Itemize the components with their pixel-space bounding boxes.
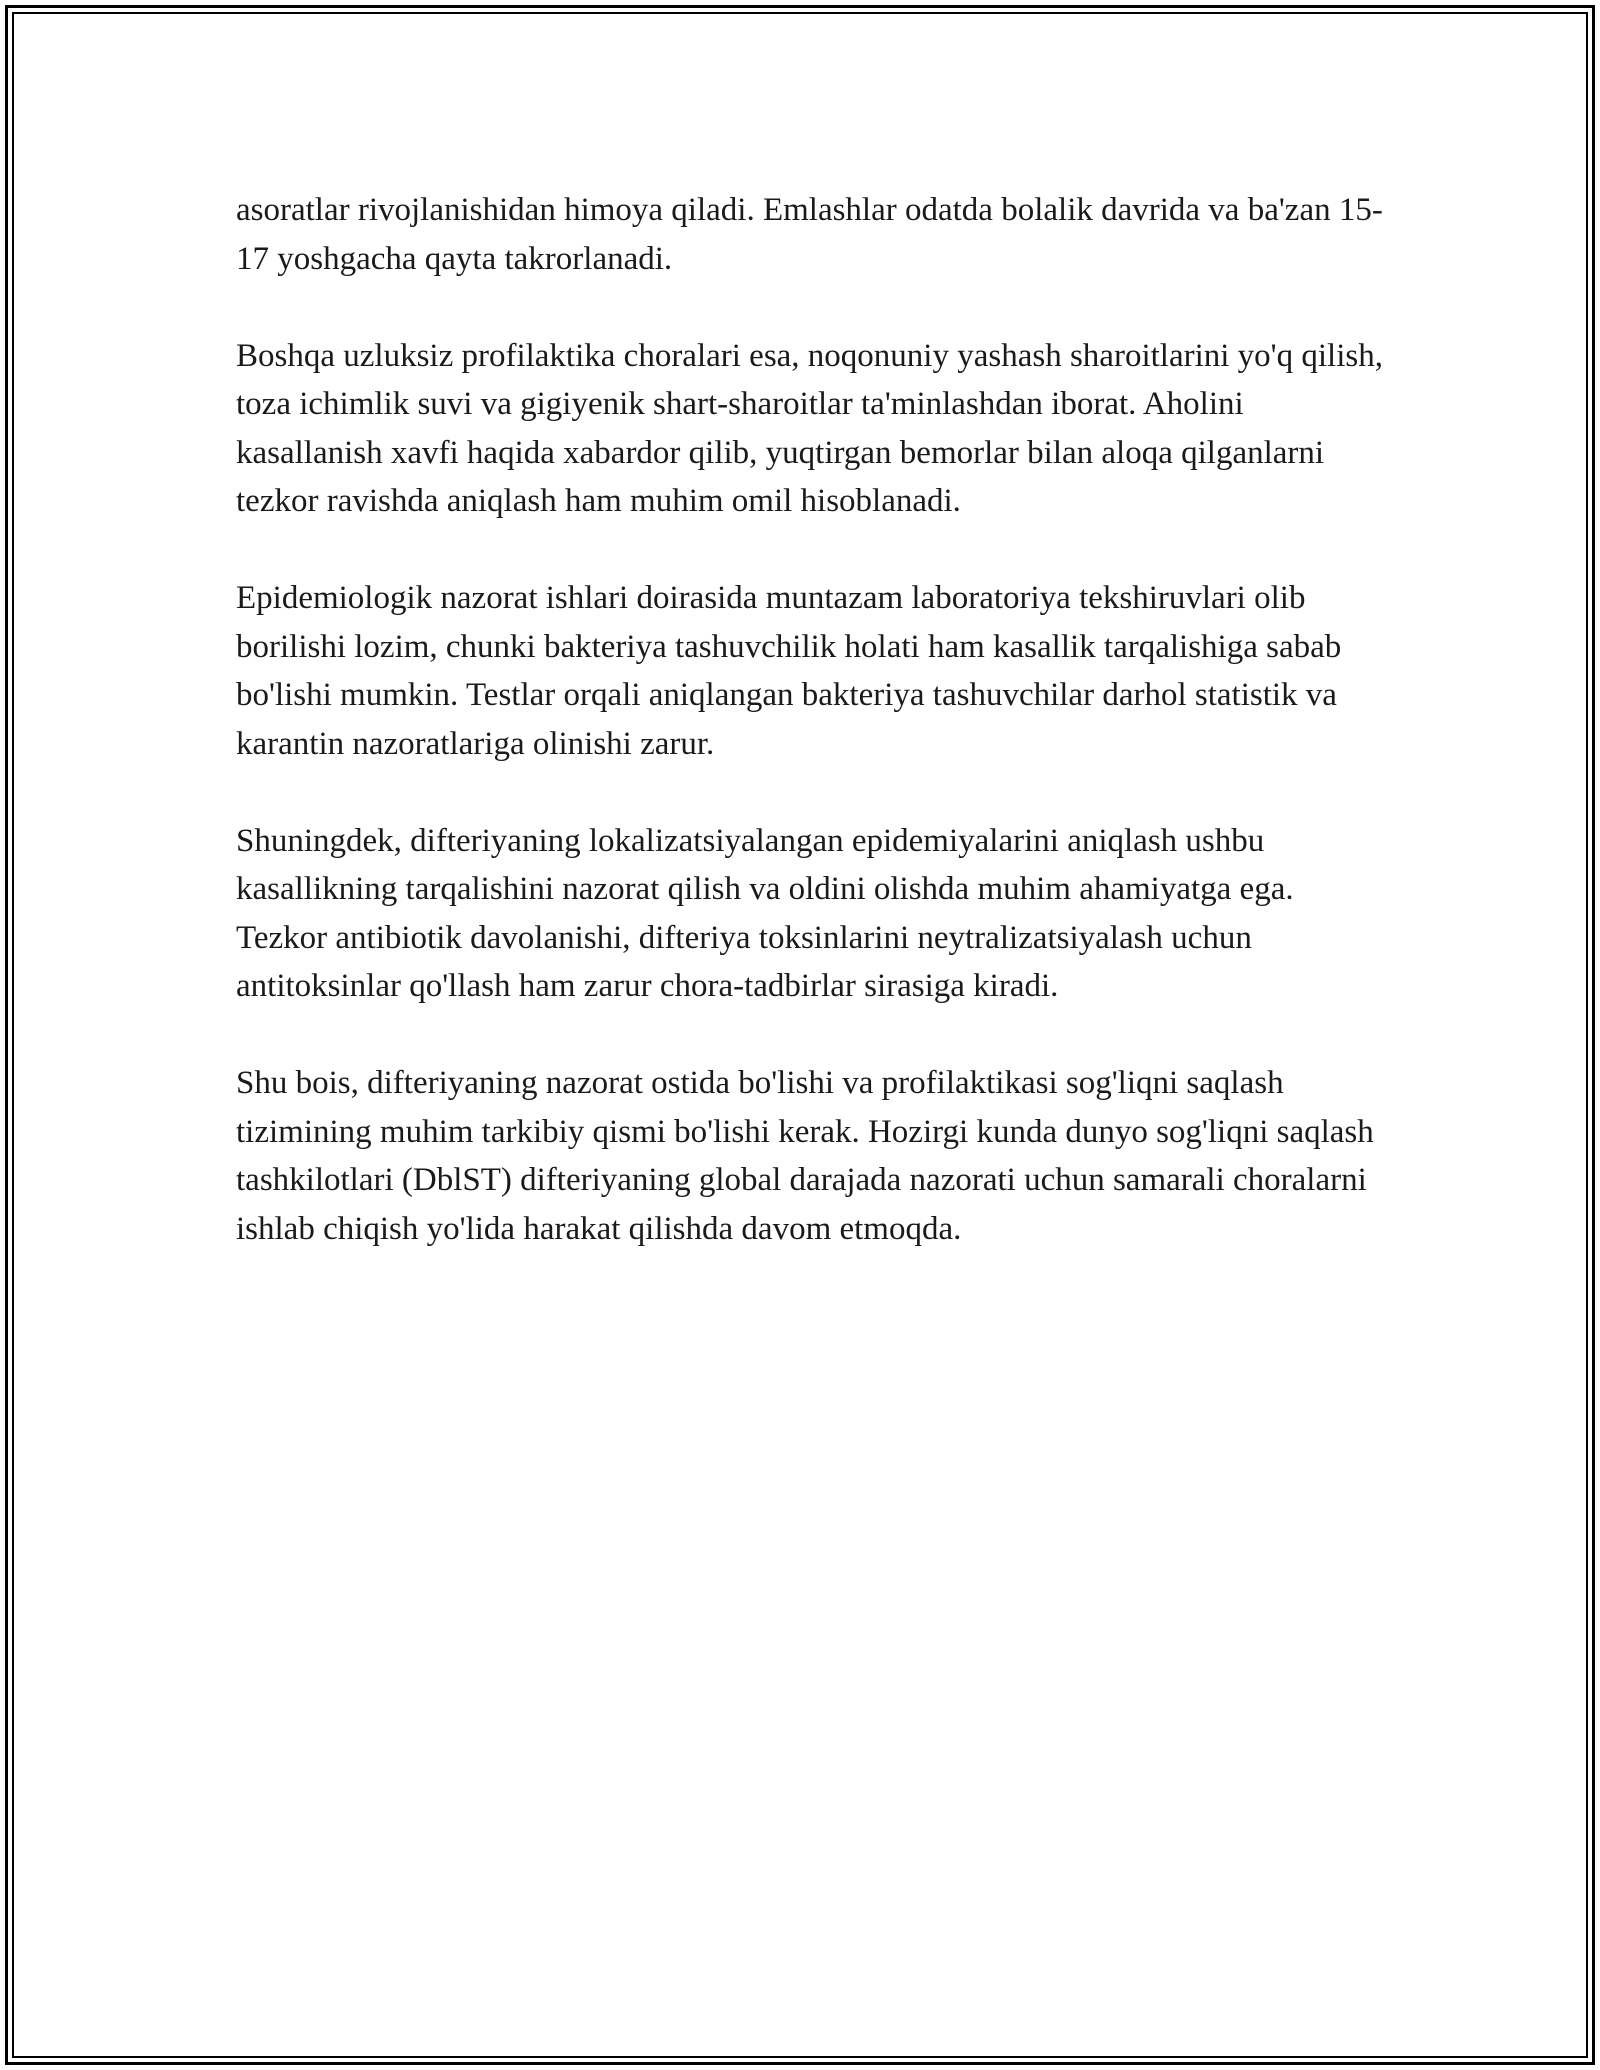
paragraph-4: Shuningdek, difteriyaning lokalizatsiyalangan epidemiyalarini aniqlash ushbu kasallikning tarqalishini nazorat qilish va oldini olishda muhim ahamiyatga ega. Tezkor antibiotik davolanishi, difteriya toksinlarini neytralizatsiyalash uchun antitoksinlar qo'llash ham zarur chora-tadbirlar sirasiga kiradi. <box>236 822 1294 1004</box>
paragraph-5: Shu bois, difteriyaning nazorat ostida bo'lishi va profilaktikasi sog'liqni saqlash tizimining muhim tarkibiy qismi bo'lishi kerak. Hozirgi kunda dunyo sog'liqni saqlash tashkilotlari (DblST) difteriyaning global darajada nazorati uchun samarali choralarni ishlab chiqish yo'lida harakat qilishda davom etmoqda. <box>236 1065 1374 1247</box>
document-body <box>236 186 1386 1302</box>
paragraph-3: Epidemiologik nazorat ishlari doirasida muntazam laboratoriya tekshiruvlari olib borilishi lozim, chunki bakteriya tashuvchilik holati ham kasallik tarqalishiga sabab bo'lishi mumkin. Testlar orqali aniqlangan bakteriya tashuvchilar darhol statistik va karantin nazoratlariga olinishi zarur. <box>236 580 1342 762</box>
paragraph-2: Boshqa uzluksiz profilaktika choralari esa, noqonuniy yashash sharoitlarini yo'q qilish, toza ichimlik suvi va gigiyenik shart-sharoitlar ta'minlashdan iborat. Aholini kasallanish xavfi haqida xabardor qilib, yuqtirgan bemorlar bilan aloqa qilganlarni tezkor ravishda aniqlash ham muhim omil hisoblanadi. <box>236 337 1383 519</box>
paragraph-1: asoratlar rivojlanishidan himoya qiladi. Emlashlar odatda bolalik davrida va ba'zan 15-17 yoshgacha qayta takrorlanadi. <box>236 192 1383 277</box>
